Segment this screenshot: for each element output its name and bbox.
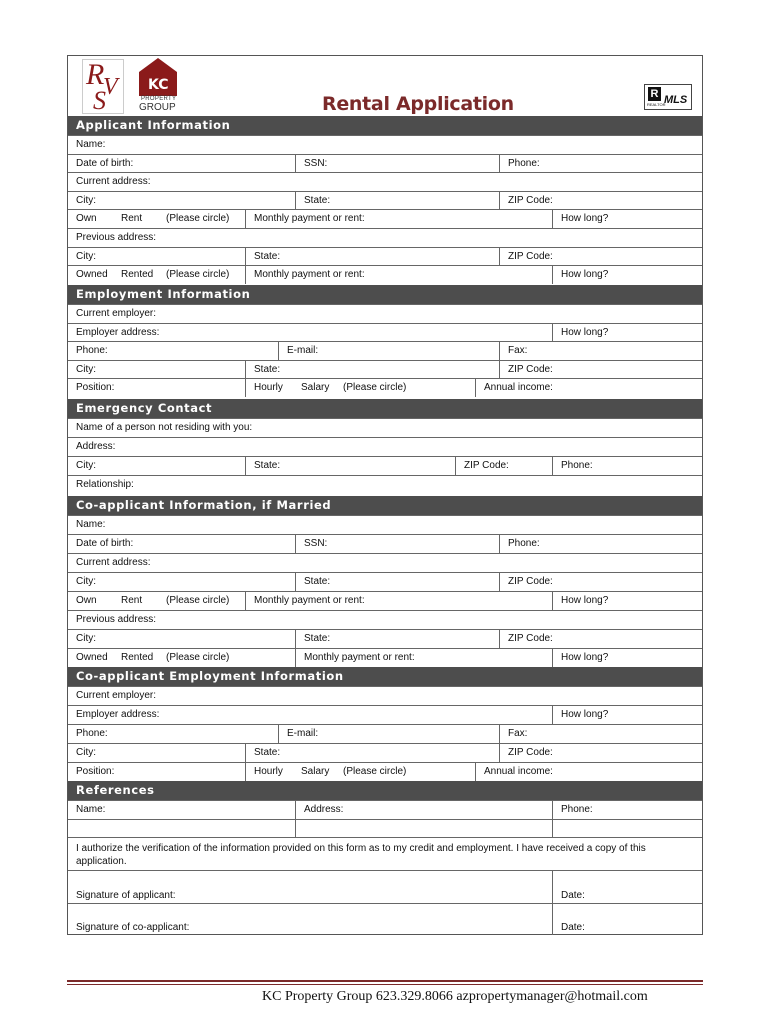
co-prev-zip-field[interactable]: ZIP Code: [508, 633, 553, 644]
emergency-name-label: Name of a person not residing with you: [76, 422, 253, 433]
owned-option[interactable]: Owned [76, 269, 108, 281]
applicant-own-rent-row [68, 209, 702, 228]
applicant-signature-row [68, 870, 702, 903]
employer-city-row [68, 360, 702, 379]
please-circle-note: (Please circle) [166, 595, 230, 606]
emergency-address-label: Address: [76, 441, 116, 452]
emergency-relationship-row[interactable] [68, 475, 702, 494]
reference-name-header: Name: [76, 804, 106, 815]
current-employer-label: Current employer: [76, 308, 157, 319]
emergency-city-row [68, 456, 702, 475]
co-previous-address-label: Previous address: [76, 614, 157, 625]
rent-option[interactable]: Rent [121, 213, 143, 225]
co-employer-phone-field[interactable]: Phone: [76, 728, 108, 739]
kc-logo-property: PROPERTY [141, 96, 177, 102]
prev-zip-field[interactable]: ZIP Code: [508, 250, 553, 262]
emergency-phone-field[interactable]: Phone: [561, 460, 593, 471]
coapplicant-owned-rented-row [68, 648, 702, 667]
coapplicant-name-row[interactable] [68, 515, 702, 534]
applicant-phone-field[interactable]: Phone: [508, 157, 540, 169]
salary-option[interactable]: Salary [301, 382, 330, 394]
applicant-city-row [68, 191, 702, 210]
coapplicant-current-address-row[interactable] [68, 553, 702, 572]
emergency-state-field[interactable]: State: [254, 460, 281, 471]
applicant-dob-field[interactable]: Date of birth: [76, 157, 134, 169]
section-coapplicant-employment: Co-applicant Employment Information [68, 667, 702, 686]
rvs-logo-v: V [103, 74, 118, 100]
co-employer-how-long-field[interactable]: How long? [561, 709, 609, 720]
co-employer-address-field[interactable]: Employer address: [76, 709, 160, 720]
own-option[interactable]: Own [76, 213, 97, 225]
employer-how-long-field[interactable]: How long? [561, 326, 609, 338]
co-employer-position-row [68, 762, 702, 781]
applicant-signature-date-field[interactable]: Date: [561, 890, 585, 901]
applicant-prev-city-row [68, 247, 702, 266]
applicant-owned-rented-row [68, 265, 702, 284]
prev-state-field[interactable]: State: [254, 250, 281, 262]
employer-email-field[interactable]: E-mail: [287, 345, 319, 357]
coapplicant-phone-field[interactable]: Phone: [508, 538, 540, 549]
coapplicant-dob-field[interactable]: Date of birth: [76, 538, 134, 549]
applicant-state-field[interactable]: State: [304, 194, 331, 206]
applicant-signature-field[interactable]: Signature of applicant: [76, 890, 176, 901]
employer-address-row [68, 323, 702, 342]
coapplicant-own-rent-row [68, 591, 702, 610]
employer-zip-field[interactable]: ZIP Code: [508, 363, 553, 375]
co-employer-state-field[interactable]: State: [254, 747, 281, 758]
previous-address-label: Previous address: [76, 232, 157, 243]
kc-logo-text: KC [148, 77, 169, 93]
co-employer-email-field[interactable]: E-mail: [287, 728, 319, 739]
co-position-field[interactable]: Position: [76, 766, 115, 777]
rental-application-form [67, 55, 703, 935]
coapplicant-state-field[interactable]: State: [304, 576, 331, 587]
coapplicant-name-label: Name: [76, 519, 106, 530]
position-field[interactable]: Position: [76, 382, 115, 394]
authorization-statement: I authorize the verification of the information provided on this form as to my credit and employment. I have received a copy of this application. [68, 837, 702, 870]
employer-phone-field[interactable]: Phone: [76, 345, 108, 357]
relationship-label: Relationship: [76, 479, 134, 490]
coapplicant-city-row [68, 572, 702, 591]
reference-phone-header: Phone: [561, 804, 593, 815]
annual-income-field[interactable]: Annual income: [484, 382, 553, 394]
employer-state-field[interactable]: State: [254, 363, 281, 375]
applicant-name-row[interactable] [68, 135, 702, 154]
co-prev-how-long-field[interactable]: How long? [561, 652, 609, 663]
references-header-row [68, 800, 702, 819]
co-prev-city-field[interactable]: City: [76, 633, 96, 644]
footer-rule-thin [67, 984, 703, 985]
section-references: References [68, 781, 702, 800]
coapplicant-ssn-field[interactable]: SSN: [304, 538, 328, 549]
please-circle-note: (Please circle) [343, 766, 407, 777]
coapplicant-city-field[interactable]: City: [76, 576, 96, 587]
co-rent-option[interactable]: Rent [121, 595, 143, 606]
coapplicant-prev-city-row [68, 629, 702, 648]
applicant-current-address-row[interactable] [68, 172, 702, 191]
co-prev-state-field[interactable]: State: [304, 633, 331, 644]
applicant-name-label: Name: [76, 139, 106, 150]
reference-entry-row[interactable] [68, 819, 702, 838]
co-salary-option[interactable]: Salary [301, 766, 330, 777]
section-coapplicant-information: Co-applicant Information, if Married [68, 496, 702, 515]
footer-contact: KC Property Group 623.329.8066 azpropertymanager@hotmail.com [262, 989, 648, 1004]
co-current-employer-label: Current employer: [76, 690, 157, 701]
kc-logo-group: GROUP [139, 102, 176, 113]
footer-rule-thick [67, 980, 703, 982]
applicant-dob-row [68, 154, 702, 173]
section-employment-information: Employment Information [68, 285, 702, 304]
applicant-city-field[interactable]: City: [76, 194, 96, 206]
co-employer-zip-field[interactable]: ZIP Code: [508, 747, 553, 758]
employer-position-row [68, 378, 702, 397]
hourly-option[interactable]: Hourly [254, 382, 283, 394]
applicant-current-address-label: Current address: [76, 176, 151, 188]
form-header [68, 56, 702, 116]
please-circle-note: (Please circle) [166, 652, 230, 663]
employer-fax-field[interactable]: Fax: [508, 345, 528, 357]
please-circle-note: (Please circle) [166, 269, 230, 281]
rvs-logo-s: S [93, 86, 106, 115]
rvs-logo-r: R [86, 58, 105, 91]
please-circle-note: (Please circle) [166, 213, 230, 225]
coapplicant-signature-date-field[interactable]: Date: [561, 922, 585, 933]
co-employer-city-field[interactable]: City: [76, 747, 96, 758]
prev-monthly-payment-field[interactable]: Monthly payment or rent: [254, 269, 365, 281]
page-title: Rental Application [322, 93, 514, 115]
emergency-zip-field[interactable]: ZIP Code: [464, 460, 509, 471]
realtor-text: REALTOR [647, 102, 666, 107]
coapplicant-dob-row [68, 534, 702, 553]
prev-city-field[interactable]: City: [76, 250, 96, 262]
co-employer-address-row [68, 705, 702, 724]
please-circle-note: (Please circle) [343, 382, 407, 394]
co-employer-phone-row [68, 724, 702, 743]
employer-address-field[interactable]: Employer address: [76, 326, 160, 338]
employer-phone-row [68, 341, 702, 360]
section-applicant-information: Applicant Information [68, 116, 702, 135]
realtor-mls-logo [644, 84, 692, 110]
coapplicant-previous-address-row[interactable] [68, 610, 702, 629]
co-own-option[interactable]: Own [76, 595, 97, 606]
coapplicant-signature-field[interactable]: Signature of co-applicant: [76, 922, 190, 933]
co-hourly-option[interactable]: Hourly [254, 766, 283, 777]
mls-text: MLS [664, 94, 688, 106]
realtor-r-icon: R [648, 87, 661, 101]
coapplicant-current-address-label: Current address: [76, 557, 151, 568]
coapplicant-signature-row [68, 903, 702, 935]
emergency-city-field[interactable]: City: [76, 460, 96, 471]
how-long-field[interactable]: How long? [561, 213, 609, 225]
current-employer-row[interactable] [68, 304, 702, 323]
employer-city-field[interactable]: City: [76, 363, 96, 375]
applicant-previous-address-row[interactable] [68, 228, 702, 247]
co-monthly-payment-field[interactable]: Monthly payment or rent: [254, 595, 365, 606]
rvs-logo [82, 59, 124, 114]
rented-option[interactable]: Rented [121, 269, 154, 281]
emergency-name-row[interactable] [68, 418, 702, 437]
co-how-long-field[interactable]: How long? [561, 595, 609, 606]
co-prev-monthly-payment-field[interactable]: Monthly payment or rent: [304, 652, 415, 663]
monthly-payment-field[interactable]: Monthly payment or rent: [254, 213, 365, 225]
section-emergency-contact: Emergency Contact [68, 399, 702, 418]
co-rented-option[interactable]: Rented [121, 652, 154, 663]
co-employer-city-row [68, 743, 702, 762]
prev-how-long-field[interactable]: How long? [561, 269, 609, 281]
co-current-employer-row[interactable] [68, 686, 702, 705]
coapplicant-zip-field[interactable]: ZIP Code: [508, 576, 553, 587]
emergency-address-row[interactable] [68, 437, 702, 456]
applicant-zip-field[interactable]: ZIP Code: [508, 194, 553, 206]
co-annual-income-field[interactable]: Annual income: [484, 766, 553, 777]
applicant-ssn-field[interactable]: SSN: [304, 157, 328, 169]
kc-property-group-logo [139, 58, 177, 114]
reference-address-header: Address: [304, 804, 344, 815]
co-owned-option[interactable]: Owned [76, 652, 108, 663]
co-employer-fax-field[interactable]: Fax: [508, 728, 528, 739]
